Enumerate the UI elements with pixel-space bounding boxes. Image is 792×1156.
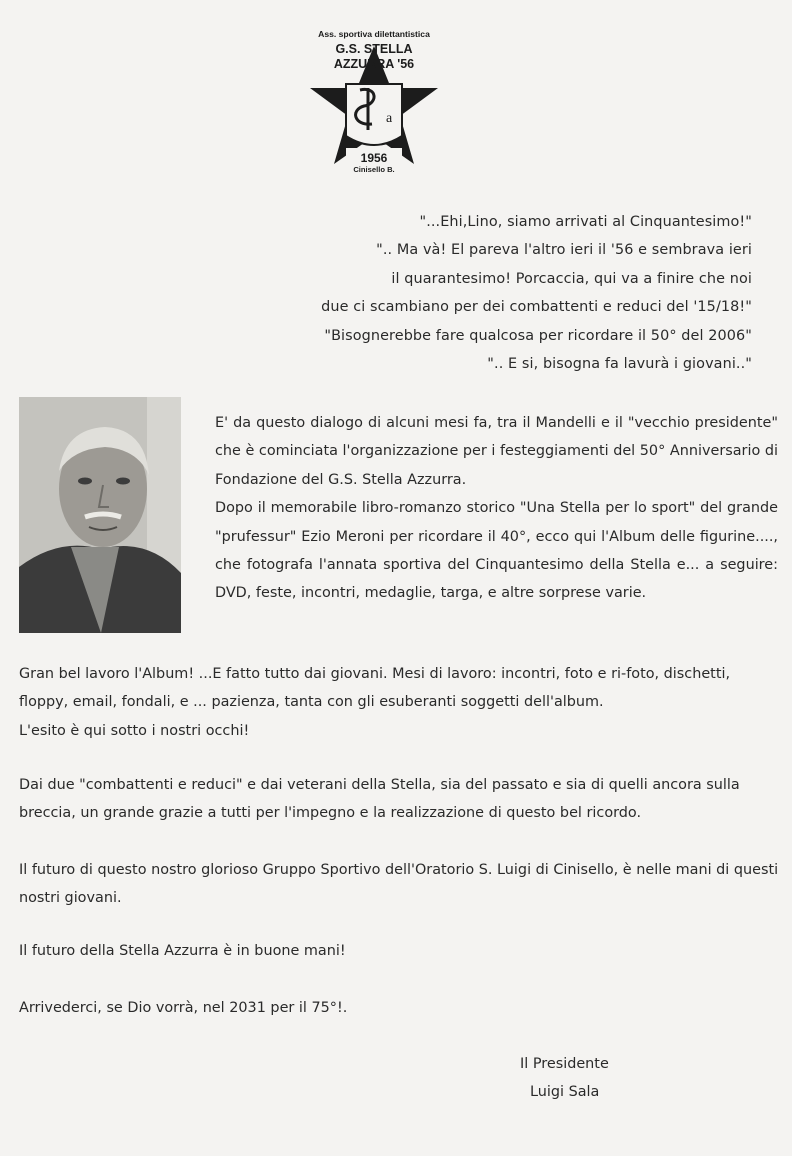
dialogue-line: ".. Ma và! El pareva l'altro ieri il '56 e sembrava ieri: [376, 242, 752, 259]
paragraph-text: Gran bel lavoro l'Album! ...E fatto tutto dai giovani. Mesi di lavoro: incontri, foto e ri-foto, dischetti, floppy, email, fondali, e ... pazienza, tanta con gli esuberanti soggetti dell'album.: [19, 666, 731, 711]
dialogue-line: ".. E si, bisogna fa lavurà i giovani..": [487, 356, 752, 373]
dialogue-line: "...Ehi,Lino, siamo arrivati al Cinquantesimo!": [419, 214, 752, 230]
body-paragraph-5: [19, 994, 779, 1022]
paragraph-text: L'esito è qui sotto i nostri occhi!: [19, 722, 250, 739]
logo-place: Cinisello B.: [353, 165, 395, 174]
body-paragraph-1: [19, 660, 779, 745]
body-paragraph-4: [19, 937, 779, 965]
signature-block: [520, 1050, 700, 1107]
paragraph-text: Il futuro di questo nostro glorioso Gruppo Sportivo dell'Oratorio S. Luigi di Cinisello, è nelle mani di questi nostri giovani.: [19, 862, 779, 907]
president-photo: [19, 397, 181, 633]
shield-letter: a: [386, 111, 393, 126]
logo-year: 1956: [360, 151, 388, 165]
signature-title: Il Presidente: [520, 1056, 609, 1072]
intro-paragraph: Dopo il memorabile libro-romanzo storico "Una Stella per lo sport" del grande "prufessur" Ezio Meroni per ricordare il 40°, ecco qui l'Album delle figurine...., che fotografa l'annata sportiva del Cinquantesimo della Stella e... a seguire: DVD, feste, incontri, medaglie, targa, e altre sorprese varie.: [215, 500, 778, 602]
intro-paragraph: E' da questo dialogo di alcuni mesi fa, tra il Mandelli e il "vecchio presidente" che è cominciata l'organizzazione per i festeggiamenti del 50° Anniversario di Fondazione del G.S. Stella Azzurra.: [215, 415, 778, 488]
paragraph-text: Arrivederci, se Dio vorrà, nel 2031 per il 75°!.: [19, 1000, 348, 1016]
dialogue-block: [232, 208, 752, 378]
logo-line3: AZZURRA '56: [333, 57, 415, 71]
club-logo: [306, 26, 442, 176]
dialogue-line: due ci scambiano per dei combattenti e reduci del '15/18!": [321, 299, 752, 316]
logo-line2: G.S. STELLA: [335, 42, 413, 56]
dialogue-line: il quarantesimo! Porcaccia, qui va a finire che noi: [391, 270, 752, 287]
logo-line1: Ass. sportiva dilettantistica: [318, 29, 430, 39]
signature-name: Luigi Sala: [530, 1084, 600, 1101]
body-paragraph-2: [19, 771, 779, 828]
body-paragraph-3: [19, 856, 779, 913]
intro-text: [215, 409, 778, 608]
paragraph-text: Il futuro della Stella Azzurra è in buone mani!: [19, 943, 346, 959]
paragraph-text: Dai due "combattenti e reduci" e dai veterani della Stella, sia del passato e sia di quelli ancora sulla breccia, un grande grazie a tutti per l'impegno e la realizzazione di questo bel ricordo.: [19, 777, 740, 822]
dialogue-line: "Bisognerebbe fare qualcosa per ricordare il 50° del 2006": [324, 327, 752, 344]
